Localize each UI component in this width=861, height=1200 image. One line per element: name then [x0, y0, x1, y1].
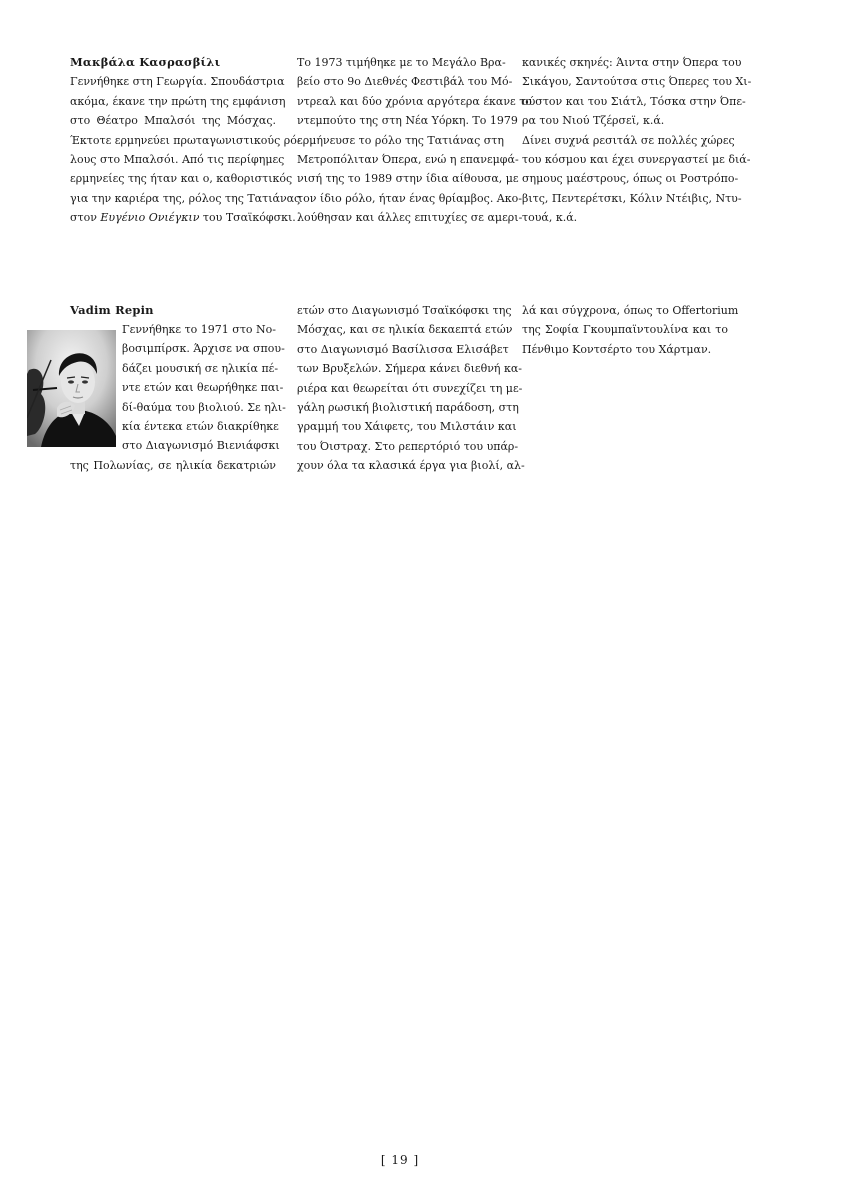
section2-column-1-beside-photo: [122, 320, 286, 456]
text-line: των Βρυξελών. Σήμερα κάνει διεθνή κα-: [297, 362, 523, 376]
section2-column-1-full-width: [70, 456, 276, 475]
violinist-portrait-photo: [27, 330, 116, 447]
text-line: κανικές σκηνές: Άιντα στην Όπερα του: [522, 56, 742, 69]
text-line: Γεννήθηκε στη Γεωργία. Σπουδάστρια: [70, 75, 285, 89]
text-line: βιτς, Πεντερέτσκι, Κόλιν Ντέιβις, Ντυ-: [522, 191, 742, 205]
text-line: της Πολωνίας, σε ηλικία δεκατριών: [70, 459, 276, 472]
artist-name-heading: Vadim Repin: [70, 303, 154, 317]
section2-column-1-text: [122, 320, 286, 456]
section2-column-2-text: [297, 301, 525, 476]
text-line: στο Διαγωνισμό Βασίλισσα Ελισάβετ: [297, 342, 509, 356]
text-line: γραμμή του Χάιφετς, του Μιλστάιν και: [297, 420, 517, 434]
text-line: κία έντεκα ετών διακρίθηκε: [122, 419, 279, 433]
text-line: χουν όλα τα κλασικά έργα για βιολί, αλ-: [297, 459, 525, 473]
text-line: τον ίδιο ρόλο, ήταν ένας θρίαμβος. Ακο-: [297, 191, 522, 205]
section1-column-1: [70, 53, 301, 228]
section1-column-2-text: [297, 53, 532, 228]
text-line: ντεμπούτο της στη Νέα Υόρκη. Το 1979: [297, 114, 518, 128]
text-line: Πένθιμο Κοντσέρτο του Χάρτμαν.: [522, 342, 712, 356]
opera-title: Ευγένιο Ονιέγκιν: [100, 211, 200, 225]
text-line: λούθησαν και άλλες επιτυχίες σε αμερι-: [297, 211, 523, 225]
text-line: στον Ευγένιο Ονιέγκιν του Τσαϊκόφσκι.: [70, 211, 296, 225]
text-line: Μόσχας, και σε ηλικία δεκαεπτά ετών: [297, 323, 513, 337]
text-line: βείο στο 9ο Διεθνές Φεστιβάλ του Μό-: [297, 75, 513, 89]
text-line: Γεννήθηκε το 1971 στο Νο-: [122, 323, 276, 336]
text-line: τουά, κ.ά.: [522, 211, 578, 225]
text-line: Το 1973 τιμήθηκε με το Μεγάλο Βρα-: [297, 56, 506, 69]
text-line: νισή της το 1989 στην ίδια αίθουσα, με: [297, 172, 519, 186]
section1-column-3: [522, 53, 752, 228]
text-line: ακόμα, έκανε την πρώτη της εμφάνιση: [70, 94, 286, 108]
text-line: ερμήνευσε το ρόλο της Τατιάνας στη: [297, 133, 504, 147]
section1-column-1-text: [70, 72, 301, 208]
text-line: δί-θαύμα του βιολιού. Σε ηλι-: [122, 400, 286, 414]
text-line: του Όιστραχ. Στο ρεπερτόριό του υπάρ-: [297, 439, 519, 453]
text-line: ριέρα και θεωρείται ότι συνεχίζει τη με-: [297, 381, 523, 395]
text-line: γάλη ρωσική βιολιστική παράδοση, στη: [297, 400, 519, 414]
text-line: του κόσμου και έχει συνεργαστεί με διά-: [522, 152, 751, 166]
section2-column-1: [70, 301, 276, 320]
text-line: στο Διαγωνισμό Βιενιάφσκι: [122, 439, 280, 453]
section2-column-2: [297, 301, 525, 476]
section1-column-2: [297, 53, 532, 228]
text-line: Δίνει συχνά ρεσιτάλ σε πολλές χώρες: [522, 133, 735, 147]
text-line: Σικάγου, Σαντούτσα στις Όπερες του Χι-: [522, 75, 752, 89]
section2-column-3: [522, 301, 739, 359]
text-line: λά και σύγχρονα, όπως το Offertorium: [522, 304, 739, 317]
page-number: [ 19 ]: [380, 1153, 420, 1167]
text-line: ρα του Νιού Τζέρσεϊ, κ.ά.: [522, 114, 665, 128]
artist-name-heading: Μακβάλα Κασρασβίλι: [70, 55, 221, 69]
text-line: βοσιμπίρσκ. Άρχισε να σπου-: [122, 342, 285, 356]
text-line: της Σοφία Γκουμπαϊντουλίνα και το: [522, 323, 728, 337]
text-line: στο Θέατρο Μπαλσόι της Μόσχας.: [70, 114, 276, 128]
section2-column-3-text: [522, 301, 739, 359]
section2-column-1-continued-text: [70, 456, 276, 475]
text-line: για την καριέρα της, ρόλος της Τατιάνας: [70, 191, 301, 205]
text-line: σημους μαέστρους, όπως οι Ροστρόπο-: [522, 172, 739, 186]
text-line: ούστον και του Σιάτλ, Τόσκα στην Όπε-: [522, 94, 746, 108]
text-line: Έκτοτε ερμηνεύει πρωταγωνιστικούς ρό-: [70, 133, 301, 147]
section1-column-3-text: [522, 53, 752, 228]
text-line: ετών στο Διαγωνισμό Τσαϊκόφσκι της: [297, 304, 512, 317]
text-line: δάζει μουσική σε ηλικία πέ-: [122, 361, 279, 375]
text-line: ερμηνείες της ήταν και ο, καθοριστικός: [70, 172, 293, 186]
text-line: ντε ετών και θεωρήθηκε παι-: [122, 381, 284, 395]
text-line: ντρεαλ και δύο χρόνια αργότερα έκανε το: [297, 94, 532, 108]
text-line: Μετροπόλιταν Όπερα, ενώ η επανεμφά-: [297, 152, 519, 166]
text-line: λους στο Μπαλσόι. Από τις περίφημες: [70, 152, 285, 166]
